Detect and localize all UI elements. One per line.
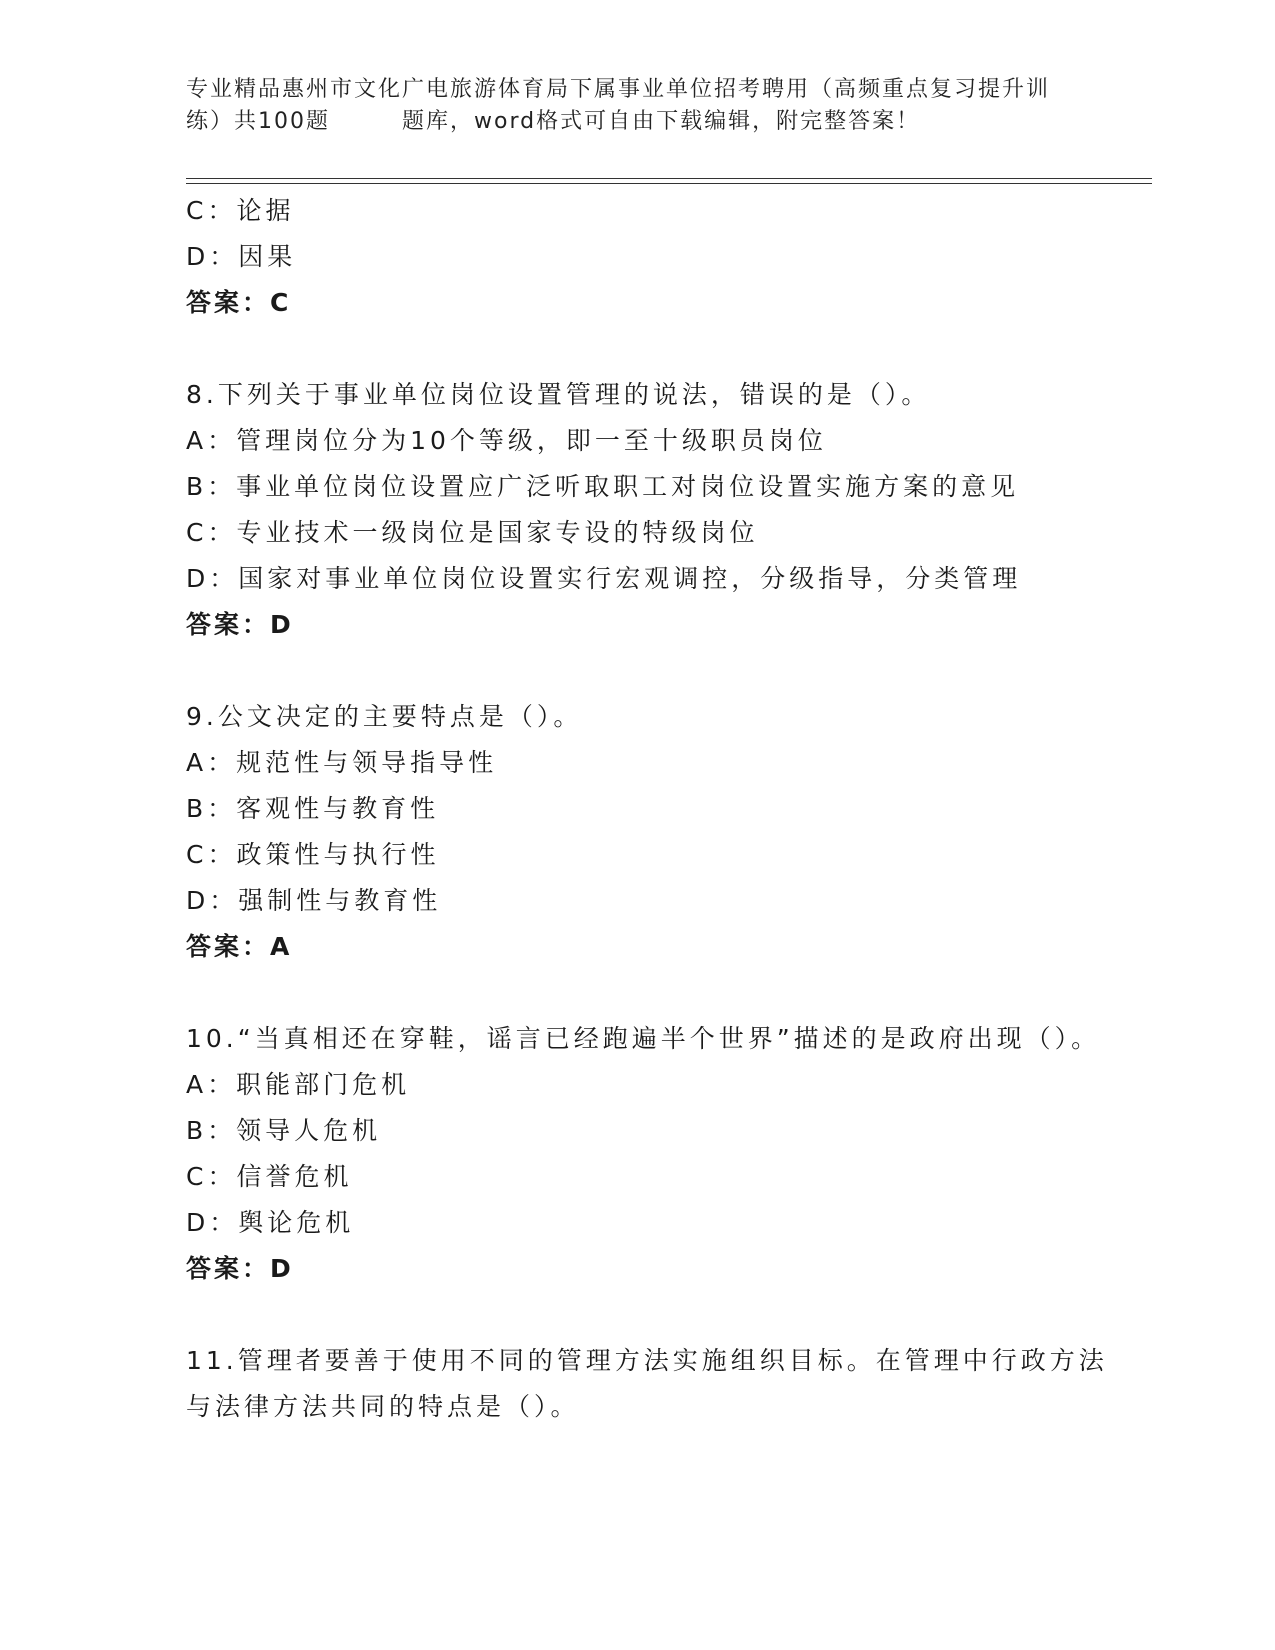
option-c: C：政策性与执行性 xyxy=(186,840,440,869)
spacer xyxy=(186,970,1126,1016)
header-title-part2: 题库，word格式可自由下载编辑，附完整答案！ xyxy=(402,109,921,134)
option-a: A：职能部门危机 xyxy=(186,1070,411,1099)
answer-line: 答案：D xyxy=(186,610,294,639)
option-a: A：规范性与领导指导性 xyxy=(186,748,498,777)
option-d: D：国家对事业单位岗位设置实行宏观调控，分级指导，分类管理 xyxy=(186,564,1022,593)
answer-line: 答案：A xyxy=(186,932,293,961)
option-b: B：领导人危机 xyxy=(186,1116,382,1145)
option-a: A：管理岗位分为10个等级，即一至十级职员岗位 xyxy=(186,426,827,455)
option-d: D：强制性与教育性 xyxy=(186,886,442,915)
option-b: B：客观性与教育性 xyxy=(186,794,440,823)
header-divider-bottom xyxy=(186,183,1152,184)
option-d: D：舆论危机 xyxy=(186,1208,355,1237)
answer-line: 答案：D xyxy=(186,1254,294,1283)
option-d: D：因果 xyxy=(186,242,297,271)
option-c: C：论据 xyxy=(186,196,295,225)
question-stem: 8.下列关于事业单位岗位设置管理的说法，错误的是（）。 xyxy=(186,380,931,409)
header-title-part1: 专业精品惠州市文化广电旅游体育局下属事业单位招考聘用（高频重点复习提升训练）共100题 xyxy=(186,77,1051,134)
question-stem: 11.管理者要善于使用不同的管理方法实施组织目标。在管理中行政方法与法律方法共同的特点是（）。 xyxy=(186,1346,1108,1421)
option-c: C：专业技术一级岗位是国家专设的特级岗位 xyxy=(186,518,759,547)
option-b: B：事业单位岗位设置应广泛听取职工对岗位设置实施方案的意见 xyxy=(186,472,1020,501)
spacer xyxy=(186,326,1126,372)
option-c: C：信誉危机 xyxy=(186,1162,353,1191)
spacer xyxy=(186,1292,1126,1338)
header-divider-top xyxy=(186,178,1152,179)
document-header xyxy=(186,74,1086,138)
spacer xyxy=(186,648,1126,694)
answer-line: 答案：C xyxy=(186,288,292,317)
question-stem: 9.公文决定的主要特点是（）。 xyxy=(186,702,583,731)
question-stem: 10.“当真相还在穿鞋，谣言已经跑遍半个世界”描述的是政府出现（）。 xyxy=(186,1024,1101,1053)
question-list xyxy=(186,188,1126,1430)
